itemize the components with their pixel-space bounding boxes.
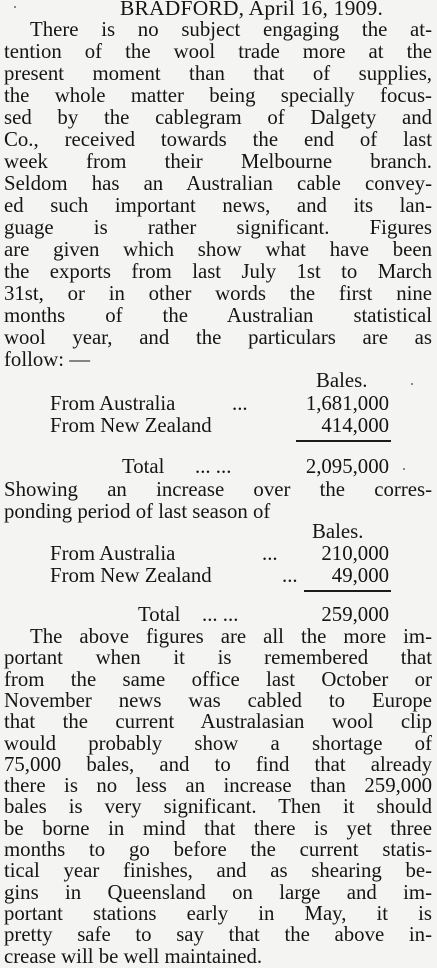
table-row — [0, 543, 437, 565]
sum-rule — [304, 590, 391, 592]
text-line: from the same office last October or — [4, 668, 432, 691]
text-line: The above figures are all the more im- — [30, 626, 432, 648]
total-label: Total — [122, 455, 165, 478]
total-value: 259,000 — [321, 603, 389, 626]
text-line: bales is very significant. Then it should — [4, 796, 432, 819]
text-line: Showing an increase over the corres- — [4, 479, 432, 501]
text-line: the whole matter being specially focus- — [4, 85, 432, 107]
unit-header: Bales. — [316, 369, 368, 392]
text-line: tical year finishes, and as shearing be- — [4, 860, 432, 883]
print-speck — [403, 468, 405, 470]
text-line: would probably show a shortage of — [4, 732, 432, 755]
text-line: months of the Australian statistical — [4, 305, 432, 327]
text-line: be borne in mind that there is yet three — [4, 817, 432, 840]
row-value: 1,681,000 — [305, 392, 389, 415]
row-label: From Australia — [50, 392, 176, 415]
print-speck — [14, 6, 16, 8]
print-speck — [411, 383, 413, 385]
row-leader: ... — [282, 564, 298, 587]
text-line: months to go before the current statis- — [4, 839, 432, 861]
text-line: ed such important news, and its lan- — [4, 195, 432, 217]
total-row — [0, 604, 437, 626]
text-line: that the current Australasian wool clip — [4, 711, 432, 734]
total-row — [0, 456, 437, 478]
row-value: 414,000 — [321, 414, 389, 437]
total-value: 2,095,000 — [305, 455, 389, 478]
text-line: Seldom has an Australian cable convey- — [4, 173, 432, 195]
row-label: From New Zealand — [50, 564, 212, 587]
text-line: week from their Melbourne branch. — [4, 151, 432, 173]
text-line: 31st, or in other words the first nine — [4, 283, 432, 305]
text-line: portant when it is remembered that — [4, 647, 432, 670]
text-line: crease will be well maintained. — [4, 945, 263, 968]
text-line: sed by the cablegram of Dalgety and — [4, 107, 432, 129]
table-row — [0, 393, 437, 415]
row-label: From New Zealand — [50, 414, 212, 437]
text-line: present moment than that of supplies, — [4, 63, 432, 85]
text-line: gins in Queensland on large and im- — [4, 881, 432, 904]
text-line: the exports from last July 1st to March — [4, 261, 432, 283]
text-line: portant stations early in May, it is — [4, 902, 432, 925]
text-line: 75,000 bales, and to find that already — [4, 753, 432, 776]
unit-header: Bales. — [312, 520, 364, 543]
table-row — [0, 415, 437, 437]
total-leader: ... ... — [195, 455, 232, 478]
row-value: 210,000 — [321, 542, 389, 565]
text-line: are given which show what have been — [4, 239, 432, 261]
text-line: ponding period of last season of — [4, 501, 271, 523]
row-label: From Australia — [50, 542, 176, 565]
text-line: follow: — — [4, 349, 91, 371]
row-leader: ... — [262, 542, 278, 565]
text-line: tention of the wool trade more at the — [4, 41, 432, 63]
total-label: Total — [138, 603, 181, 626]
row-leader: ... — [232, 392, 248, 415]
text-line: November news was cabled to Europe — [4, 689, 432, 712]
text-line: Co., received towards the end of last — [4, 129, 432, 151]
dateline: BRADFORD, April 16, 1909. — [120, 0, 384, 20]
text-line: wool year, and the particulars are as — [4, 327, 432, 349]
text-line: pretty safe to say that the above in- — [4, 924, 432, 947]
text-line: guage is rather significant. Figures — [4, 217, 432, 239]
table-row — [0, 565, 437, 587]
text-line: There is no subject engaging the at- — [30, 19, 432, 41]
row-value: 49,000 — [331, 564, 389, 587]
total-leader: ... ... — [202, 603, 239, 626]
sum-rule — [296, 440, 391, 442]
text-line: there is no less an increase than 259,000 — [4, 775, 432, 798]
